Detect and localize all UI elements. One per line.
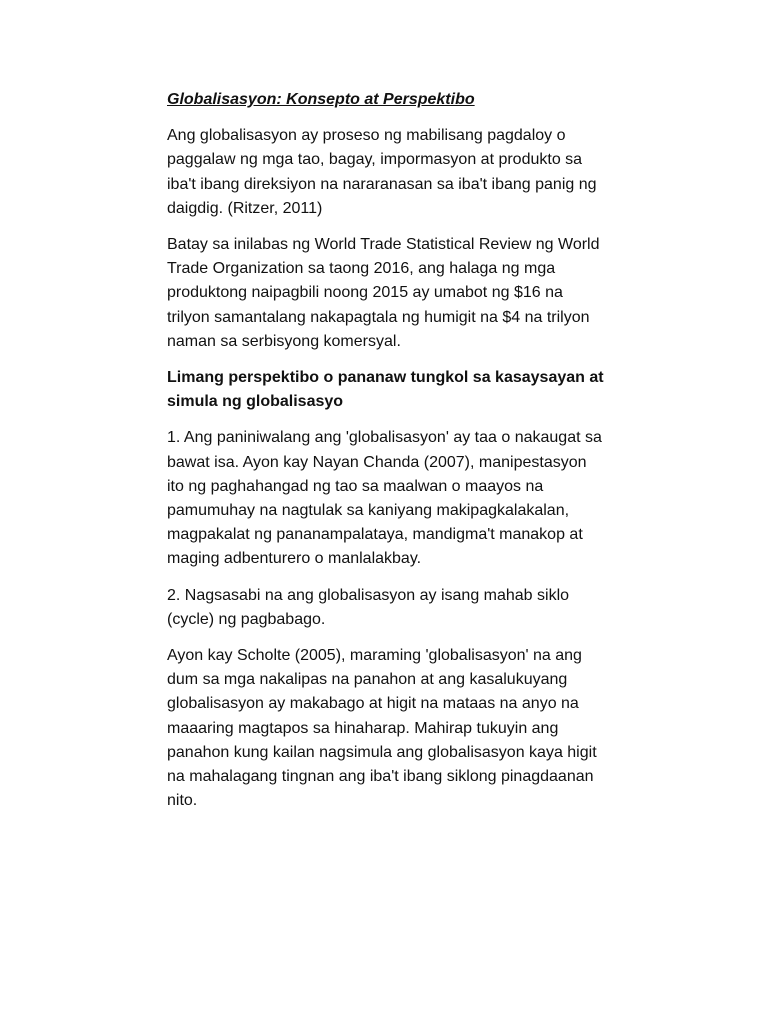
document-title: Globalisasyon: Konsepto at Perspektibo bbox=[167, 91, 475, 108]
paragraph-perspective-2: 2. Nagsasabi na ang globalisasyon ay isang mahab siklo (cycle) ng pagbabago. bbox=[167, 586, 570, 628]
paragraph-definition: Ang globalisasyon ay proseso ng mabilisang pagdaloy o paggalaw ng mga tao, bagay, impormasyon at produkto sa iba't ibang direksiyon na nararanasan sa iba't ibang panig ng daigdig. (Ritzer, 2011) bbox=[167, 127, 597, 217]
paragraph-trade-statistics: Batay sa inilabas ng World Trade Statistical Review ng World Trade Organization sa taong 2016, ang halaga ng mga produktong naipagbili noong 2015 ay umabot ng $16 na trilyon samantalang nakapagtala ng humigit na $4 na trilyon naman sa serbisyong komersyal. bbox=[167, 236, 600, 350]
document-page bbox=[167, 88, 607, 825]
paragraph-perspective-1: 1. Ang paniniwalang ang 'globalisasyon' ay taa o nakaugat sa bawat isa. Ayon kay Nayan Chanda (2007), manipestasyon ito ng paghahangad ng tao sa maalwan o maayos na pamumuhay na nagtulak sa kaniyang makipagkalakalan, magpakalat ng pananampalataya, mandigma't manakop at maging adbenturero o manlalakbay. bbox=[167, 429, 602, 568]
section-heading-perspectives: Limang perspektibo o pananaw tungkol sa kasaysayan at simula ng globalisasyo bbox=[167, 369, 604, 411]
paragraph-scholte: Ayon kay Scholte (2005), maraming 'globalisasyon' na ang dum sa mga nakalipas na panahon at ang kasalukuyang globalisasyon ay makabago at higit na mataas na anyo na maaaring magtapos sa hinaharap. Mahirap tukuyin ang panahon kung kailan nagsimula ang globalisasyon kaya higit na mahalagang tingnan ang iba't ibang siklong pinagdaanan nito. bbox=[167, 647, 597, 810]
